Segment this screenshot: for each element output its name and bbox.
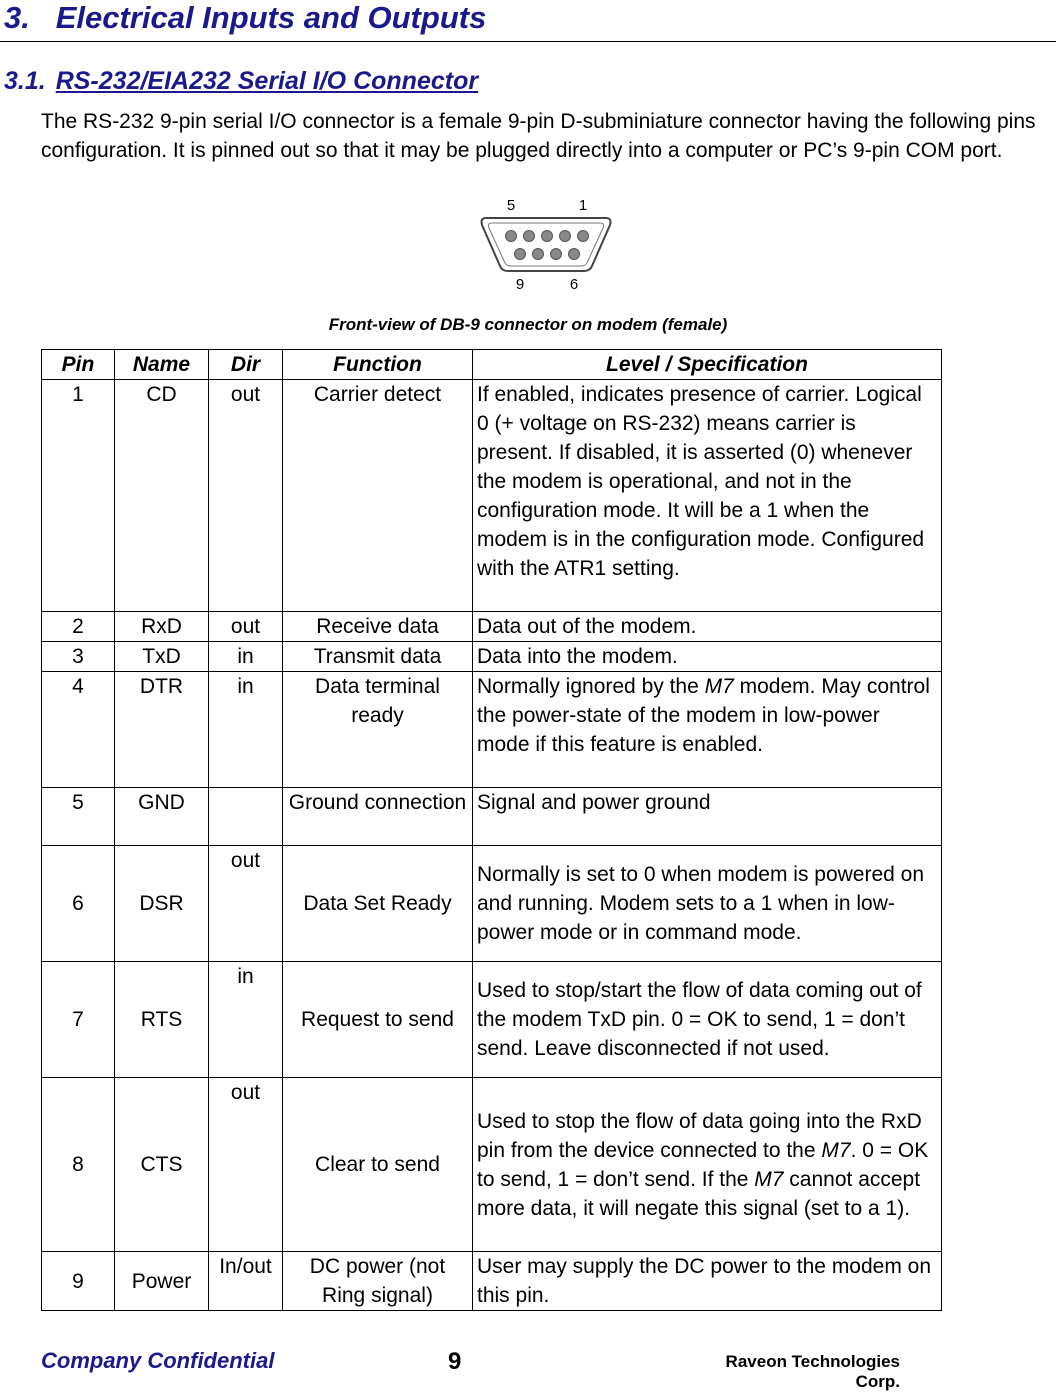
connector-inner-shell xyxy=(488,223,603,266)
header-function: Function xyxy=(283,350,473,380)
table-row xyxy=(42,1252,942,1311)
function-cell: Clear to send xyxy=(283,1078,473,1252)
dir-cell: out xyxy=(209,380,283,612)
dir-cell: out xyxy=(209,1078,283,1252)
section-heading xyxy=(4,67,478,96)
header-pin: Pin xyxy=(42,350,115,380)
name-cell: RTS xyxy=(115,962,209,1078)
pin-hole-1 xyxy=(578,231,589,242)
pin-cell: 7 xyxy=(42,962,115,1078)
figure-caption: Front-view of DB-9 connector on modem (female) xyxy=(328,315,728,334)
connector-label-5: 5 xyxy=(506,197,516,214)
connector-label-9: 9 xyxy=(515,276,525,293)
name-cell: DTR xyxy=(115,672,209,788)
footer-company: Raveon Technologies Corp. xyxy=(725,1352,900,1391)
spec-text: Normally ignored by the xyxy=(477,675,705,698)
pin-hole-2 xyxy=(560,231,571,242)
spec-cell: Used to stop/start the flow of data coming out of the modem TxD pin. 0 = OK to send, 1 = don’t send. Leave disconnected if not used. xyxy=(473,962,942,1078)
pin-hole-5 xyxy=(506,231,517,242)
connector-pins xyxy=(506,231,589,260)
intro-paragraph: The RS-232 9-pin serial I/O connector is a female 9-pin D-subminiature connector having the following pins configuration. It is pinned out so that it may be plugged directly into a computer or PC’s 9-pin COM port. xyxy=(41,110,1036,162)
table-header-row xyxy=(42,350,942,380)
function-cell: Request to send xyxy=(283,962,473,1078)
header-dir: Dir xyxy=(209,350,283,380)
connector-label-6: 6 xyxy=(569,276,579,293)
pin-cell: 1 xyxy=(42,380,115,612)
spec-cell: Normally is set to 0 when modem is powered on and running. Modem sets to a 1 when in low-power mode or in command mode. xyxy=(473,846,942,962)
header-spec: Level / Specification xyxy=(473,350,942,380)
table-row xyxy=(42,380,942,612)
table-row xyxy=(42,612,942,642)
pin-cell: 8 xyxy=(42,1078,115,1252)
spec-cell xyxy=(473,1078,942,1252)
dir-cell: in xyxy=(209,642,283,672)
footer-confidential: Company Confidential xyxy=(41,1348,275,1373)
pin-hole-6 xyxy=(569,249,580,260)
db9-connector-diagram xyxy=(478,194,614,294)
spec-cell: Data out of the modem. xyxy=(473,612,942,642)
pin-hole-9 xyxy=(515,249,526,260)
section-title: RS-232/EIA232 Serial I/O Connector xyxy=(55,67,479,95)
spec-text: cannot accept more data, it will negate this signal (set to a 1). xyxy=(477,1167,921,1220)
connector-shell xyxy=(482,218,611,271)
table-row xyxy=(42,672,942,788)
function-cell: DC power (not Ring signal) xyxy=(283,1252,473,1311)
name-cell: Power xyxy=(115,1252,209,1311)
pin-hole-3 xyxy=(542,231,553,242)
function-cell: Data Set Ready xyxy=(283,846,473,962)
model-name: M7 xyxy=(754,1167,784,1191)
table-row xyxy=(42,1078,942,1252)
table-row xyxy=(42,962,942,1078)
pin-cell: 6 xyxy=(42,846,115,962)
function-cell: Carrier detect xyxy=(283,380,473,612)
spec-cell: Data into the modem. xyxy=(473,642,942,672)
pin-cell: 3 xyxy=(42,642,115,672)
name-cell: CTS xyxy=(115,1078,209,1252)
spec-cell: Signal and power ground xyxy=(473,788,942,846)
function-cell: Data terminal ready xyxy=(283,672,473,788)
pin-table xyxy=(41,349,942,1311)
table-row xyxy=(42,846,942,962)
chapter-heading xyxy=(4,0,486,36)
name-cell: TxD xyxy=(115,642,209,672)
header-name: Name xyxy=(115,350,209,380)
name-cell: DSR xyxy=(115,846,209,962)
pin-cell: 2 xyxy=(42,612,115,642)
dir-cell: in xyxy=(209,672,283,788)
dir-cell: out xyxy=(209,846,283,962)
pin-hole-8 xyxy=(533,249,544,260)
model-name: M7 xyxy=(821,1138,851,1162)
model-name: M7 xyxy=(704,675,734,698)
dir-cell: out xyxy=(209,612,283,642)
spec-text: Used to stop the flow of data going into the RxD pin from the device connected to the xyxy=(477,1109,922,1162)
pin-hole-7 xyxy=(551,249,562,260)
spec-cell xyxy=(473,672,942,788)
heading-rule xyxy=(0,41,1056,42)
spec-cell: User may supply the DC power to the modem on this pin. xyxy=(473,1252,942,1311)
footer-page-number: 9 xyxy=(448,1348,462,1375)
spec-text: . 0 = OK to send, 1 = don’t send. If the xyxy=(477,1138,929,1191)
name-cell: CD xyxy=(115,380,209,612)
pin-cell: 9 xyxy=(42,1252,115,1311)
function-cell: Transmit data xyxy=(283,642,473,672)
dir-cell xyxy=(209,788,283,846)
function-cell: Receive data xyxy=(283,612,473,642)
pin-cell: 4 xyxy=(42,672,115,788)
pin-cell: 5 xyxy=(42,788,115,846)
table-row xyxy=(42,642,942,672)
chapter-title: Electrical Inputs and Outputs xyxy=(55,0,487,35)
dir-cell: in xyxy=(209,962,283,1078)
name-cell: GND xyxy=(115,788,209,846)
spec-text: modem. May control the power-state of the modem in low-power mode if this feature is enabled. xyxy=(477,675,930,756)
table-row xyxy=(42,788,942,846)
dir-cell: In/out xyxy=(209,1252,283,1311)
spec-cell: If enabled, indicates presence of carrier. Logical 0 (+ voltage on RS-232) means carrier is present. If disabled, it is asserted (0) whenever the modem is operational, and not in the configuration mode. It will be a 1 when the modem is in the configuration mode. Configured with the ATR1 setting. xyxy=(473,380,942,612)
pin-hole-4 xyxy=(524,231,535,242)
chapter-number: 3. xyxy=(4,0,30,35)
function-cell: Ground connection xyxy=(283,788,473,846)
section-number: 3.1. xyxy=(4,67,46,95)
name-cell: RxD xyxy=(115,612,209,642)
connector-label-1: 1 xyxy=(578,197,588,214)
